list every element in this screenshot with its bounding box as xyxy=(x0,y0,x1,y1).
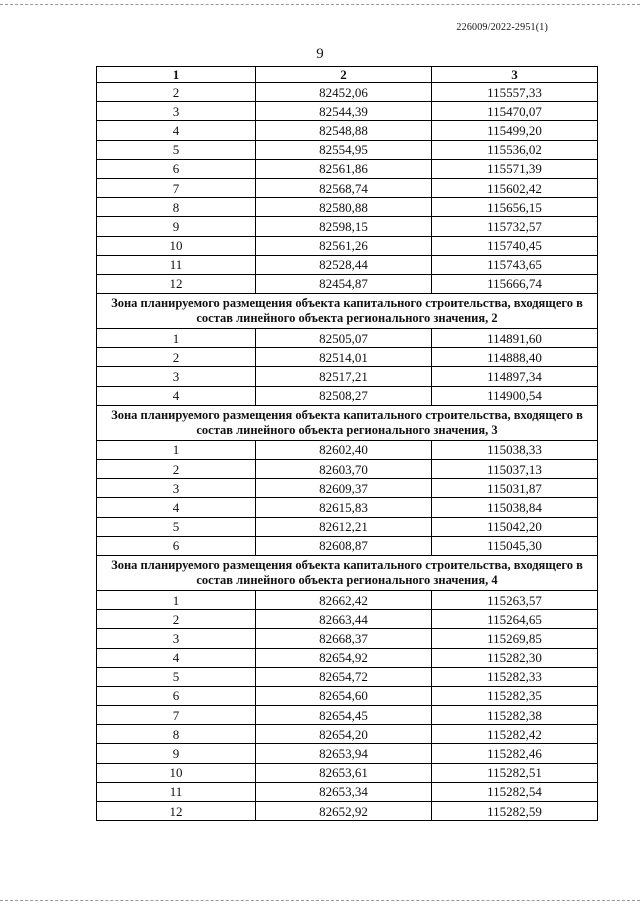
point-number-cell: 11 xyxy=(97,255,256,274)
table-row xyxy=(97,348,598,367)
point-number-cell: 6 xyxy=(97,536,256,555)
point-number-cell: 4 xyxy=(97,648,256,667)
table-row xyxy=(97,590,598,609)
point-number-cell: 10 xyxy=(97,763,256,782)
table-row xyxy=(97,802,598,821)
x-coordinate-cell: 82609,37 xyxy=(256,479,432,498)
x-coordinate-cell: 82653,61 xyxy=(256,763,432,782)
table-row xyxy=(97,274,598,293)
zone-title: Зона планируемого размещения объекта капитального строительства, входящего в состав линейного объекта регионального значения, 4 xyxy=(97,555,598,590)
zone-title: Зона планируемого размещения объекта капитального строительства, входящего в состав линейного объекта регионального значения, 3 xyxy=(97,405,598,440)
x-coordinate-cell: 82654,60 xyxy=(256,686,432,705)
point-number-cell: 3 xyxy=(97,629,256,648)
column-header-y: 3 xyxy=(432,67,598,83)
table-row xyxy=(97,498,598,517)
table-row xyxy=(97,198,598,217)
table-row xyxy=(97,686,598,705)
point-number-cell: 4 xyxy=(97,121,256,140)
x-coordinate-cell: 82603,70 xyxy=(256,460,432,479)
y-coordinate-cell: 115264,65 xyxy=(432,610,598,629)
table-row xyxy=(97,667,598,686)
table-row xyxy=(97,386,598,405)
y-coordinate-cell: 115602,42 xyxy=(432,178,598,197)
x-coordinate-cell: 82653,34 xyxy=(256,782,432,801)
point-number-cell: 6 xyxy=(97,686,256,705)
table-row xyxy=(97,178,598,197)
point-number-cell: 2 xyxy=(97,610,256,629)
table-row xyxy=(97,329,598,348)
point-number-cell: 1 xyxy=(97,590,256,609)
x-coordinate-cell: 82452,06 xyxy=(256,83,432,102)
x-coordinate-cell: 82544,39 xyxy=(256,102,432,121)
y-coordinate-cell: 115282,46 xyxy=(432,744,598,763)
table-row xyxy=(97,460,598,479)
x-coordinate-cell: 82654,20 xyxy=(256,725,432,744)
table-header xyxy=(97,67,598,83)
column-header-number: 1 xyxy=(97,67,256,83)
zone-title-row xyxy=(97,405,598,440)
table-row xyxy=(97,367,598,386)
table-row xyxy=(97,782,598,801)
point-number-cell: 10 xyxy=(97,236,256,255)
header-row xyxy=(97,67,598,83)
y-coordinate-cell: 115499,20 xyxy=(432,121,598,140)
y-coordinate-cell: 115045,30 xyxy=(432,536,598,555)
zone-title-row xyxy=(97,294,598,329)
point-number-cell: 4 xyxy=(97,498,256,517)
coordinates-table xyxy=(96,66,598,821)
table-row xyxy=(97,440,598,459)
table-row xyxy=(97,217,598,236)
point-number-cell: 5 xyxy=(97,517,256,536)
table-row xyxy=(97,255,598,274)
point-number-cell: 1 xyxy=(97,329,256,348)
table-row xyxy=(97,610,598,629)
table-row xyxy=(97,725,598,744)
point-number-cell: 11 xyxy=(97,782,256,801)
x-coordinate-cell: 82580,88 xyxy=(256,198,432,217)
scan-edge-bottom xyxy=(0,900,640,901)
column-header-x: 2 xyxy=(256,67,432,83)
y-coordinate-cell: 114897,34 xyxy=(432,367,598,386)
table-row xyxy=(97,763,598,782)
y-coordinate-cell: 115038,84 xyxy=(432,498,598,517)
table-row xyxy=(97,536,598,555)
x-coordinate-cell: 82568,74 xyxy=(256,178,432,197)
x-coordinate-cell: 82668,37 xyxy=(256,629,432,648)
point-number-cell: 6 xyxy=(97,159,256,178)
point-number-cell: 9 xyxy=(97,744,256,763)
x-coordinate-cell: 82548,88 xyxy=(256,121,432,140)
y-coordinate-cell: 115282,38 xyxy=(432,706,598,725)
document-id: 226009/2022-2951(1) xyxy=(456,22,548,33)
y-coordinate-cell: 115263,57 xyxy=(432,590,598,609)
point-number-cell: 12 xyxy=(97,802,256,821)
point-number-cell: 2 xyxy=(97,83,256,102)
x-coordinate-cell: 82663,44 xyxy=(256,610,432,629)
y-coordinate-cell: 115282,30 xyxy=(432,648,598,667)
point-number-cell: 4 xyxy=(97,386,256,405)
y-coordinate-cell: 114900,54 xyxy=(432,386,598,405)
y-coordinate-cell: 115031,87 xyxy=(432,479,598,498)
x-coordinate-cell: 82505,07 xyxy=(256,329,432,348)
zone-title-row xyxy=(97,555,598,590)
y-coordinate-cell: 115571,39 xyxy=(432,159,598,178)
y-coordinate-cell: 115269,85 xyxy=(432,629,598,648)
point-number-cell: 2 xyxy=(97,460,256,479)
table-row xyxy=(97,744,598,763)
y-coordinate-cell: 115038,33 xyxy=(432,440,598,459)
point-number-cell: 8 xyxy=(97,725,256,744)
x-coordinate-cell: 82561,86 xyxy=(256,159,432,178)
zone-title: Зона планируемого размещения объекта капитального строительства, входящего в состав линейного объекта регионального значения, 2 xyxy=(97,294,598,329)
point-number-cell: 8 xyxy=(97,198,256,217)
x-coordinate-cell: 82598,15 xyxy=(256,217,432,236)
y-coordinate-cell: 115282,33 xyxy=(432,667,598,686)
point-number-cell: 5 xyxy=(97,140,256,159)
point-number-cell: 7 xyxy=(97,178,256,197)
page-number: 9 xyxy=(316,46,324,62)
y-coordinate-cell: 115732,57 xyxy=(432,217,598,236)
y-coordinate-cell: 115470,07 xyxy=(432,102,598,121)
point-number-cell: 1 xyxy=(97,440,256,459)
x-coordinate-cell: 82508,27 xyxy=(256,386,432,405)
x-coordinate-cell: 82561,26 xyxy=(256,236,432,255)
table-row xyxy=(97,140,598,159)
x-coordinate-cell: 82454,87 xyxy=(256,274,432,293)
table-body xyxy=(97,83,598,821)
x-coordinate-cell: 82514,01 xyxy=(256,348,432,367)
point-number-cell: 5 xyxy=(97,667,256,686)
y-coordinate-cell: 115042,20 xyxy=(432,517,598,536)
y-coordinate-cell: 115282,42 xyxy=(432,725,598,744)
x-coordinate-cell: 82662,42 xyxy=(256,590,432,609)
point-number-cell: 7 xyxy=(97,706,256,725)
table-row xyxy=(97,629,598,648)
y-coordinate-cell: 115282,51 xyxy=(432,763,598,782)
x-coordinate-cell: 82612,21 xyxy=(256,517,432,536)
point-number-cell: 3 xyxy=(97,102,256,121)
y-coordinate-cell: 115743,65 xyxy=(432,255,598,274)
point-number-cell: 12 xyxy=(97,274,256,293)
y-coordinate-cell: 115666,74 xyxy=(432,274,598,293)
point-number-cell: 2 xyxy=(97,348,256,367)
x-coordinate-cell: 82653,94 xyxy=(256,744,432,763)
y-coordinate-cell: 115037,13 xyxy=(432,460,598,479)
x-coordinate-cell: 82654,45 xyxy=(256,706,432,725)
y-coordinate-cell: 114888,40 xyxy=(432,348,598,367)
table-row xyxy=(97,236,598,255)
table-row xyxy=(97,102,598,121)
point-number-cell: 3 xyxy=(97,479,256,498)
y-coordinate-cell: 115282,54 xyxy=(432,782,598,801)
x-coordinate-cell: 82602,40 xyxy=(256,440,432,459)
table-row xyxy=(97,479,598,498)
point-number-cell: 3 xyxy=(97,367,256,386)
y-coordinate-cell: 115536,02 xyxy=(432,140,598,159)
y-coordinate-cell: 115656,15 xyxy=(432,198,598,217)
x-coordinate-cell: 82652,92 xyxy=(256,802,432,821)
x-coordinate-cell: 82517,21 xyxy=(256,367,432,386)
x-coordinate-cell: 82554,95 xyxy=(256,140,432,159)
table-row xyxy=(97,648,598,667)
table-row xyxy=(97,706,598,725)
y-coordinate-cell: 115282,35 xyxy=(432,686,598,705)
x-coordinate-cell: 82608,87 xyxy=(256,536,432,555)
table-row xyxy=(97,517,598,536)
table-row xyxy=(97,159,598,178)
x-coordinate-cell: 82654,92 xyxy=(256,648,432,667)
x-coordinate-cell: 82654,72 xyxy=(256,667,432,686)
x-coordinate-cell: 82615,83 xyxy=(256,498,432,517)
y-coordinate-cell: 115282,59 xyxy=(432,802,598,821)
y-coordinate-cell: 114891,60 xyxy=(432,329,598,348)
y-coordinate-cell: 115740,45 xyxy=(432,236,598,255)
scan-edge-top xyxy=(0,4,640,5)
y-coordinate-cell: 115557,33 xyxy=(432,83,598,102)
point-number-cell: 9 xyxy=(97,217,256,236)
table-row xyxy=(97,83,598,102)
table-row xyxy=(97,121,598,140)
x-coordinate-cell: 82528,44 xyxy=(256,255,432,274)
